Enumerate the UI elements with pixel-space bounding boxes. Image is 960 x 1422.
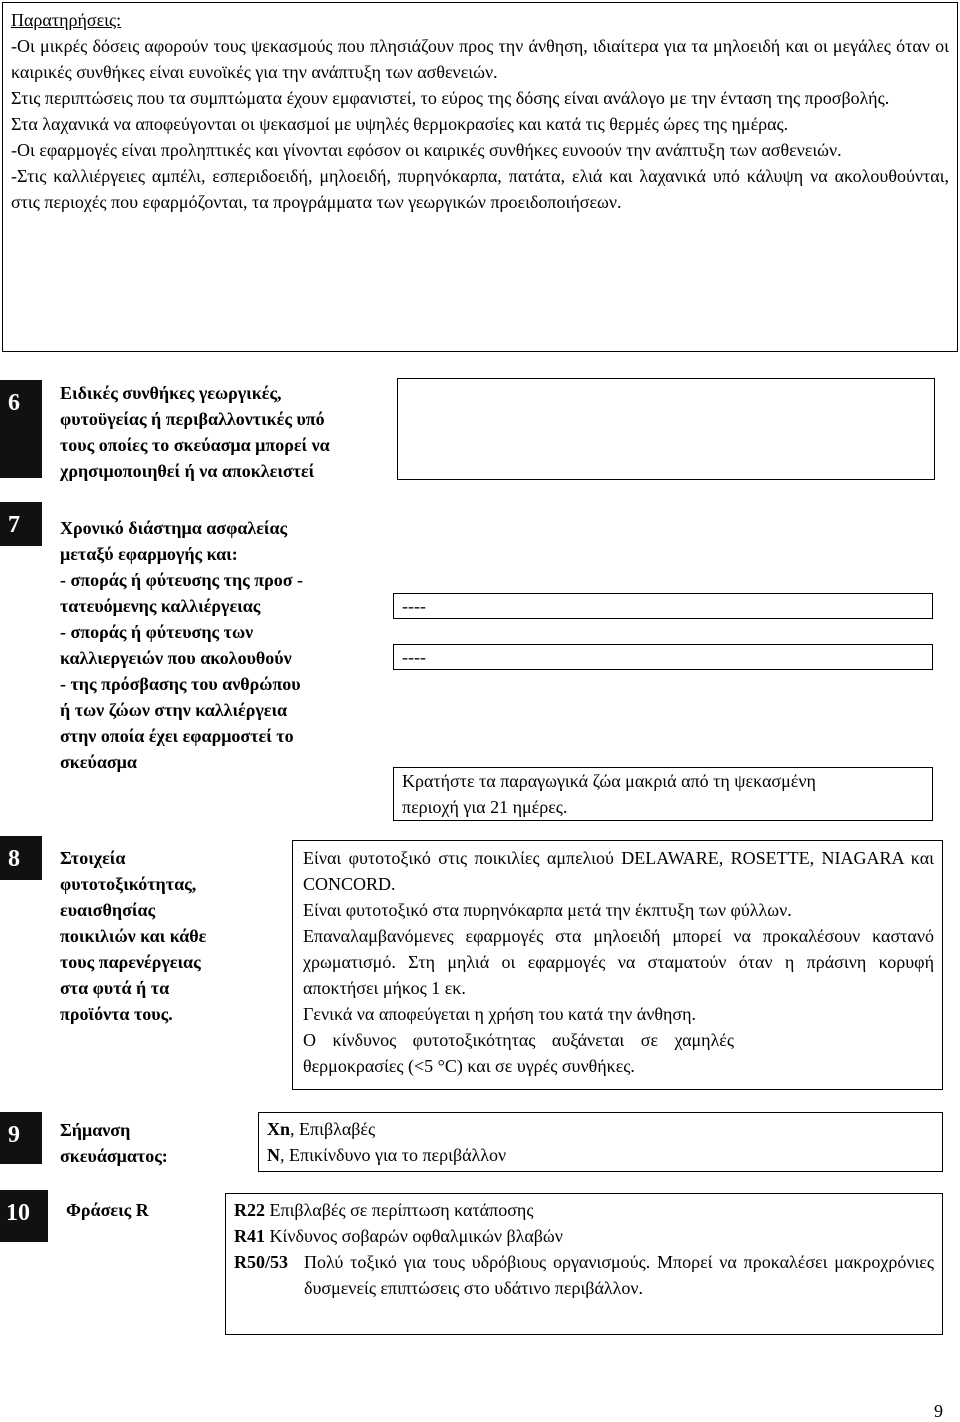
section-10-number: 10 [0, 1190, 48, 1242]
label-line: ποικιλιών και κάθε [60, 926, 207, 946]
section-9-label [60, 1117, 240, 1169]
section-9-value-box [258, 1112, 943, 1172]
label-line: Στοιχεία [60, 848, 126, 868]
section-10-value-box [225, 1193, 943, 1335]
r-phrase-code: R22 [234, 1200, 265, 1220]
section-6-value-box [397, 378, 935, 480]
label-line: στα φυτά ή τα [60, 978, 170, 998]
label-line: σκεύασμα [60, 752, 137, 772]
section-7-label [60, 515, 380, 775]
value-line: περιοχή για 21 ημέρες. [402, 797, 568, 817]
notes-line: -Οι μικρές δόσεις αφορούν τους ψεκασμούς που πλησιάζουν προς την άνθηση, ιδιαίτερα για τα μηλοειδή και οι μεγάλες όταν οι καιρικές συνθήκες είναι ευνοϊκές για την ανάπτυξη των ασθενειών. [11, 36, 949, 82]
label-line: Χρονικό διάστημα ασφαλείας [60, 518, 288, 538]
label-line: φυτοϋγείας ή περιβαλλοντικές υπό [60, 409, 325, 429]
r-phrase-text: Κίνδυνος σοβαρών οφθαλμικών βλαβών [265, 1226, 563, 1246]
notes-line: -Στις καλλιέργειες αμπέλι, εσπεριδοειδή, μηλοειδή, πυρηνόκαρπα, πατάτα, ελιά και λαχανικά υπό κάλυψη να ακολουθούνται, στις περιοχές που εφαρμόζονται, τα προγράμματα των γεωργικών προειδοποιήσεων. [11, 166, 949, 212]
value-line: Γενικά να αποφεύγεται η χρήση του κατά την άνθηση. [303, 1004, 697, 1024]
hazard-symbol-line [267, 1142, 934, 1168]
label-line: - της πρόσβασης του ανθρώπου [60, 674, 301, 694]
section-10-label: Φράσεις R [66, 1200, 149, 1220]
label-line: ή των ζώων στην καλλιέργεια [60, 700, 288, 720]
section-7-number: 7 [0, 502, 42, 546]
label-line: χρησιμοποιηθεί ή να αποκλειστεί [60, 461, 315, 481]
label-line: τατευόμενης καλλιέργειας [60, 596, 261, 616]
label-line: στην οποία έχει εφαρμοστεί το [60, 726, 294, 746]
label-line: τους παρενέργειας [60, 952, 201, 972]
label-line: Ειδικές συνθήκες γεωργικές, [60, 383, 282, 403]
page-number: 9 [934, 1401, 943, 1421]
r-phrase-code: R41 [234, 1226, 265, 1246]
notes-line: Στις περιπτώσεις που τα συμπτώματα έχουν εμφανιστεί, το εύρος της δόσης είναι ανάλογο με την ένταση της προσβολής. [11, 88, 890, 108]
hazard-symbol-line [267, 1116, 934, 1142]
value-line: Κρατήστε τα παραγωγικά ζώα μακριά από τη ψεκασμένη [402, 771, 816, 791]
r-phrase-text: Πολύ τοξικό για τους υδρόβιους οργανισμούς. Μπορεί να προκαλέσει μακροχρόνιες δυσμενείς επιπτώσεις στο υδάτινο περιβάλλον. [304, 1252, 934, 1298]
section-9-number: 9 [0, 1112, 42, 1164]
hazard-text: , Επικίνδυνο για το περιβάλλον [280, 1145, 507, 1165]
notes-line: -Οι εφαρμογές είναι προληπτικές και γίνονται εφόσον οι καιρικές συνθήκες ευνοούν την ανάπτυξη των ασθενειών. [11, 140, 842, 160]
r-phrase-line [234, 1249, 934, 1301]
section-6-label [60, 380, 390, 484]
notes-heading: Παρατηρήσεις: [11, 10, 122, 30]
section-7-value-3 [393, 767, 933, 821]
r-phrase-line [234, 1223, 934, 1249]
value-line: Επαναλαμβανόμενες εφαρμογές στα μηλοειδή μπορεί να προκαλέσουν καστανό χρωματισμό. Στη μηλιά οι εφαρμογές να σταματούν όταν η πράσινη κορυφή αποκτήσει μήκος 1 εκ. [303, 926, 934, 998]
r-phrase-code: R50/53 [234, 1252, 288, 1272]
value-line: Είναι φυτοτοξικό στα πυρηνόκαρπα μετά την έκπτυξη των φύλλων. [303, 900, 792, 920]
notes-line: Στα λαχανικά να αποφεύγονται οι ψεκασμοί με υψηλές θερμοκρασίες και κατά τις θερμές ώρες της ημέρας. [11, 114, 789, 134]
hazard-code: Xn [267, 1119, 291, 1139]
section-8-label [60, 845, 280, 1027]
section-8-value-box [292, 840, 943, 1090]
label-line: καλλιεργειών που ακολουθούν [60, 648, 292, 668]
label-line: μεταξύ εφαρμογής και: [60, 544, 238, 564]
section-8-number: 8 [0, 836, 42, 880]
section-7-value-1: ---- [393, 593, 933, 619]
r-phrase-line [234, 1197, 934, 1223]
value-line: Ο κίνδυνος φυτοτοξικότητας αυξάνεται σε χαμηλές θερμοκρασίες (<5 °C) και σε υγρές συνθήκες. [303, 1030, 734, 1076]
label-line: - σποράς ή φύτευσης των [60, 622, 254, 642]
label-line: τους οποίες το σκεύασμα μπορεί να [60, 435, 330, 455]
label-line: ευαισθησίας [60, 900, 156, 920]
hazard-text: , Επιβλαβές [290, 1119, 376, 1139]
label-line: σκευάσματος: [60, 1146, 168, 1166]
r-phrase-text: Επιβλαβές σε περίπτωση κατάποσης [265, 1200, 534, 1220]
section-7-value-2: ---- [393, 644, 933, 670]
label-line: προϊόντα τους. [60, 1004, 173, 1024]
label-line: φυτοτοξικότητας, [60, 874, 197, 894]
notes-box [2, 2, 958, 352]
section-6-number: 6 [0, 380, 42, 478]
value-line: Είναι φυτοτοξικό στις ποικιλίες αμπελιού DELAWARE, ROSETTE, NIAGARA και CONCORD. [303, 848, 934, 894]
hazard-code: N [267, 1145, 280, 1165]
label-line: Σήμανση [60, 1120, 131, 1140]
label-line: - σποράς ή φύτευσης της προσ - [60, 570, 304, 590]
